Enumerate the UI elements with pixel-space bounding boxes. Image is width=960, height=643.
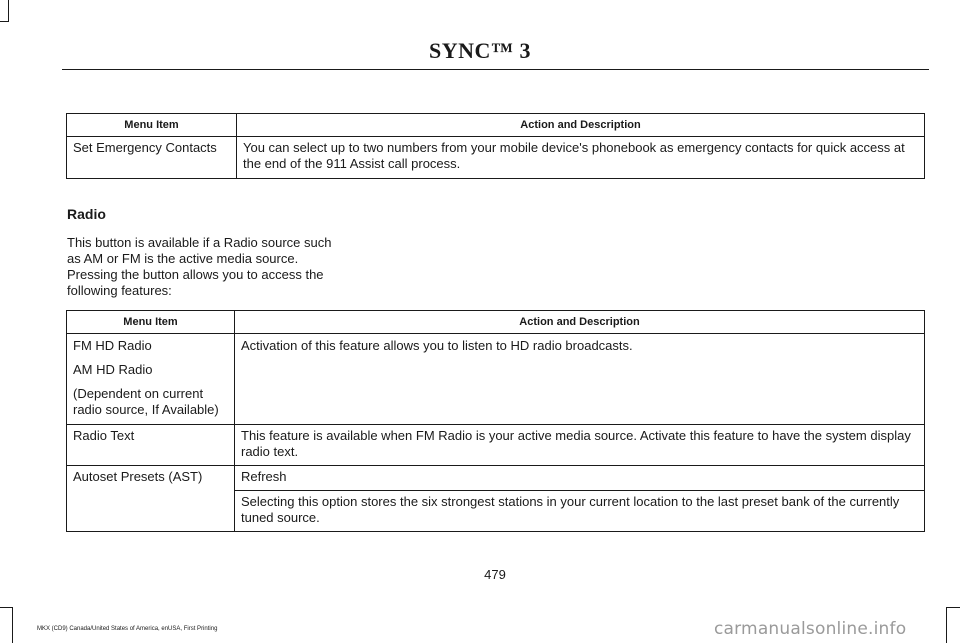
table-header-row [67,114,925,137]
crop-mark-bottom-right-h [946,607,960,608]
description-cell: You can select up to two numbers from your mobile device's phonebook as emergency contacts for quick access at the end of the 911 Assist call process. [237,137,925,179]
description-cell: Selecting this option stores the six strongest stations in your current location to the last preset bank of the currently tuned source. [235,491,925,532]
table-row [67,334,925,425]
description-cell: Refresh [235,466,925,491]
watermark-logo: carmanualsonline.info [714,619,907,639]
section-title-radio: Radio [67,206,106,222]
description-cell: This feature is available when FM Radio is your active media source. Activate this feature to have the system display radio text. [235,425,925,466]
footer-printing-note: MKX (CD9) Canada/United States of America, enUSA, First Printing [37,626,218,632]
crop-mark-bottom-left-v [12,607,13,643]
menu-item-cell: Autoset Presets (AST) [67,466,235,532]
table-header-row [67,311,925,334]
menu-item-am-hd-radio: AM HD Radio [73,362,153,377]
menu-item-cell: Radio Text [67,425,235,466]
column-header-action: Action and Description [237,114,925,137]
description-cell: Activation of this feature allows you to listen to HD radio broadcasts. [235,334,925,425]
header-divider [62,69,929,70]
crop-mark-bottom-right-v [946,607,947,643]
crop-mark-top-left-h [0,21,9,22]
crop-mark-bottom-left-h [0,607,13,608]
menu-item-note: (Dependent on current radio source, If Available) [73,386,219,417]
menu-item-fm-hd-radio: FM HD Radio [73,338,152,353]
crop-mark-top-left-v [8,0,9,22]
menu-item-cell: Set Emergency Contacts [67,137,237,179]
table-row [67,466,925,491]
page-number: 479 [484,567,506,582]
radio-features-table [66,310,925,532]
menu-item-cell [67,334,235,425]
section-paragraph-radio: This button is available if a Radio source such as AM or FM is the active media source. Pressing the button allows you to access the following features: [67,235,332,298]
emergency-contacts-table [66,113,925,179]
table-row [67,137,925,179]
table-row [67,425,925,466]
column-header-menu-item: Menu Item [67,114,237,137]
column-header-menu-item: Menu Item [67,311,235,334]
page-header-title: SYNC™ 3 [429,38,531,63]
column-header-action: Action and Description [235,311,925,334]
